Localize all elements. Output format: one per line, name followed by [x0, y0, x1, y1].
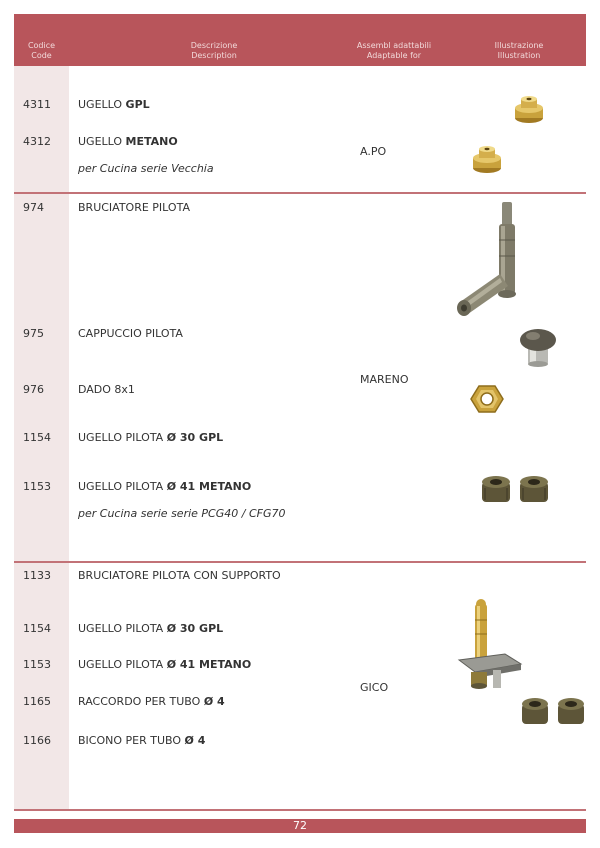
- section-divider: [14, 809, 586, 811]
- adaptable-brand: A.PO: [360, 145, 387, 158]
- adaptable-brand: MARENO: [360, 373, 409, 386]
- item-code: 1133: [23, 569, 51, 582]
- header-code: Codice Code: [27, 41, 56, 60]
- item-description: BRUCIATORE PILOTA: [78, 201, 190, 214]
- item-code: 4311: [23, 98, 51, 111]
- series-note: per Cucina serie serie PCG40 / CFG70: [78, 507, 286, 520]
- item-description: CAPPUCCIO PILOTA: [78, 327, 183, 340]
- item-code: 1153: [23, 658, 51, 671]
- pilot-nozzles-illustration: [480, 474, 556, 508]
- header-adaptable: Assembl adattabili Adaptable for: [356, 41, 432, 60]
- item-code: 1154: [23, 431, 51, 444]
- methane-nozzle-illustration: [470, 144, 504, 174]
- adaptable-brand: GICO: [360, 681, 389, 694]
- item-description: UGELLO PILOTA Ø 30 GPL: [78, 431, 224, 444]
- item-description: BRUCIATORE PILOTA CON SUPPORTO: [78, 569, 281, 582]
- item-description: UGELLO GPL: [78, 98, 150, 111]
- top-band: [14, 14, 586, 37]
- section-divider: [14, 561, 586, 563]
- item-code: 1165: [23, 695, 51, 708]
- section-divider: [14, 192, 586, 194]
- item-description: UGELLO PILOTA Ø 41 METANO: [78, 480, 252, 493]
- header-description: Descrizione Description: [190, 41, 238, 60]
- item-description: RACCORDO PER TUBO Ø 4: [78, 695, 225, 708]
- item-description: UGELLO PILOTA Ø 30 GPL: [78, 622, 224, 635]
- item-description: UGELLO METANO: [78, 135, 178, 148]
- item-code: 975: [23, 327, 44, 340]
- pilot-burner-with-support-illustration: [455, 598, 527, 694]
- table-header: [14, 37, 586, 66]
- item-description: DADO 8x1: [78, 383, 135, 396]
- fitting-and-bicone-illustration: [520, 696, 590, 728]
- hex-nut-illustration: [470, 382, 504, 416]
- item-code: 1166: [23, 734, 51, 747]
- pilot-burner-illustration: [450, 200, 530, 318]
- footer-band: [14, 819, 586, 833]
- series-note: per Cucina serie Vecchia: [78, 162, 214, 175]
- item-description: UGELLO PILOTA Ø 41 METANO: [78, 658, 252, 671]
- item-code: 4312: [23, 135, 51, 148]
- gpl-nozzle-illustration: [512, 94, 546, 124]
- item-code: 1153: [23, 480, 51, 493]
- pilot-cap-illustration: [518, 326, 560, 368]
- item-code: 1154: [23, 622, 51, 635]
- item-code: 976: [23, 383, 44, 396]
- item-code: 974: [23, 201, 44, 214]
- item-description: BICONO PER TUBO Ø 4: [78, 734, 206, 747]
- page-number: 72: [293, 819, 307, 832]
- header-illustration: Illustrazione Illustration: [494, 41, 544, 60]
